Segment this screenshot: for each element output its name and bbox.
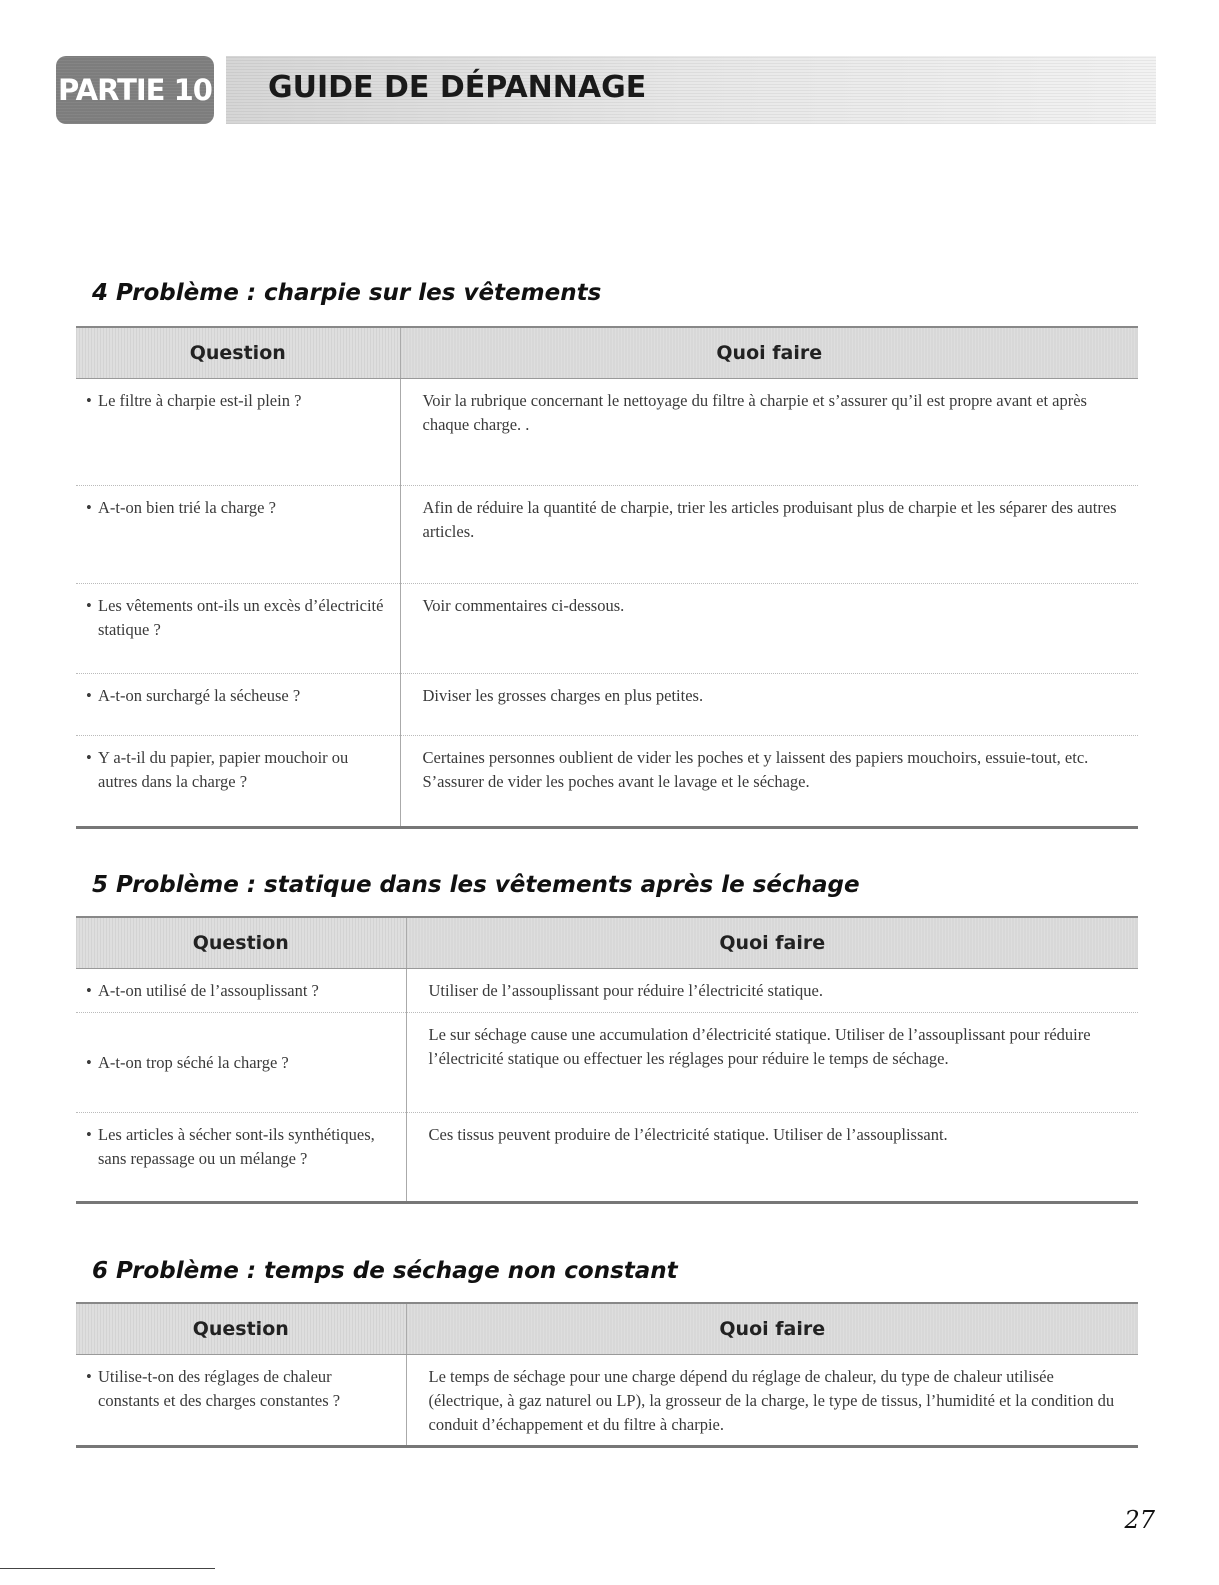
title-bar bbox=[226, 56, 1156, 124]
troubleshooting-table bbox=[76, 326, 1138, 829]
question-text: Utilise-t-on des réglages de chaleur constants et des charges constantes ? bbox=[98, 1367, 341, 1410]
bullet-icon: • bbox=[86, 1367, 92, 1386]
bullet-icon: • bbox=[86, 748, 92, 767]
table-row bbox=[76, 584, 1138, 674]
table-row bbox=[76, 674, 1138, 736]
table-row bbox=[76, 1013, 1138, 1113]
column-header-answer: Quoi faire bbox=[406, 1303, 1138, 1355]
answer-text: Voir commentaires ci-dessous. bbox=[400, 584, 1138, 674]
bullet-icon: • bbox=[86, 1125, 92, 1144]
page-number: 27 bbox=[1124, 1506, 1155, 1534]
partie-badge: PARTIE 10 bbox=[56, 56, 214, 124]
answer-text: Utiliser de l’assouplissant pour réduire l’électricité statique. bbox=[406, 969, 1138, 1013]
answer-text: Ces tissus peuvent produire de l’électricité statique. Utiliser de l’assouplissant. bbox=[406, 1113, 1138, 1203]
question-text: Le filtre à charpie est-il plein ? bbox=[98, 391, 302, 410]
page-title: GUIDE DE DÉPANNAGE bbox=[268, 70, 647, 105]
section-title: 6 Problème : temps de séchage non constant bbox=[92, 1258, 678, 1284]
column-header-question: Question bbox=[76, 1303, 406, 1355]
footer-divider bbox=[0, 1568, 215, 1569]
bullet-icon: • bbox=[86, 596, 92, 615]
section-title: 5 Problème : statique dans les vêtements après le séchage bbox=[92, 872, 860, 898]
question-text: Les articles à sécher sont-ils synthétiques, sans repassage ou un mélange ? bbox=[98, 1125, 375, 1168]
answer-text: Le temps de séchage pour une charge dépend du réglage de chaleur, du type de chaleur utilisée (électrique, à gaz naturel ou LP), la grosseur de la charge, le type de tissus, l’humidité et la condition du conduit d’échappement et du filtre à charpie. bbox=[406, 1355, 1138, 1447]
column-header-answer: Quoi faire bbox=[406, 917, 1138, 969]
troubleshooting-table bbox=[76, 916, 1138, 1204]
question-text: A-t-on utilisé de l’assouplissant ? bbox=[98, 981, 319, 1000]
answer-text: Voir la rubrique concernant le nettoyage du filtre à charpie et s’assurer qu’il est propre avant et après chaque charge. . bbox=[400, 379, 1138, 486]
column-header-answer: Quoi faire bbox=[400, 327, 1138, 379]
bullet-icon: • bbox=[86, 498, 92, 517]
question-text: A-t-on surchargé la sécheuse ? bbox=[98, 686, 301, 705]
table-row bbox=[76, 1113, 1138, 1203]
answer-text: Le sur séchage cause une accumulation d’électricité statique. Utiliser de l’assouplissant pour réduire l’électricité statique ou effectuer les réglages pour réduire le temps de séchage. bbox=[406, 1013, 1138, 1113]
column-header-question: Question bbox=[76, 327, 400, 379]
table-row bbox=[76, 379, 1138, 486]
table-row bbox=[76, 1355, 1138, 1447]
page-header bbox=[56, 56, 1156, 124]
column-header-question: Question bbox=[76, 917, 406, 969]
question-text: Les vêtements ont-ils un excès d’électricité statique ? bbox=[98, 596, 384, 639]
answer-text: Certaines personnes oublient de vider les poches et y laissent des papiers mouchoirs, essuie-tout, etc. S’assurer de vider les poches avant le lavage et le séchage. bbox=[400, 736, 1138, 828]
question-text: A-t-on trop séché la charge ? bbox=[98, 1052, 289, 1072]
table-row bbox=[76, 736, 1138, 828]
table-row bbox=[76, 486, 1138, 584]
question-text: A-t-on bien trié la charge ? bbox=[98, 498, 276, 517]
bullet-icon: • bbox=[86, 981, 92, 1000]
question-text: Y a-t-il du papier, papier mouchoir ou autres dans la charge ? bbox=[98, 748, 349, 791]
troubleshooting-table bbox=[76, 1302, 1138, 1448]
bullet-icon: • bbox=[86, 686, 92, 705]
answer-text: Afin de réduire la quantité de charpie, trier les articles produisant plus de charpie et les séparer des autres articles. bbox=[400, 486, 1138, 584]
bullet-icon: • bbox=[86, 1052, 92, 1072]
section-title: 4 Problème : charpie sur les vêtements bbox=[92, 280, 602, 306]
bullet-icon: • bbox=[86, 391, 92, 410]
table-row bbox=[76, 969, 1138, 1013]
answer-text: Diviser les grosses charges en plus petites. bbox=[400, 674, 1138, 736]
